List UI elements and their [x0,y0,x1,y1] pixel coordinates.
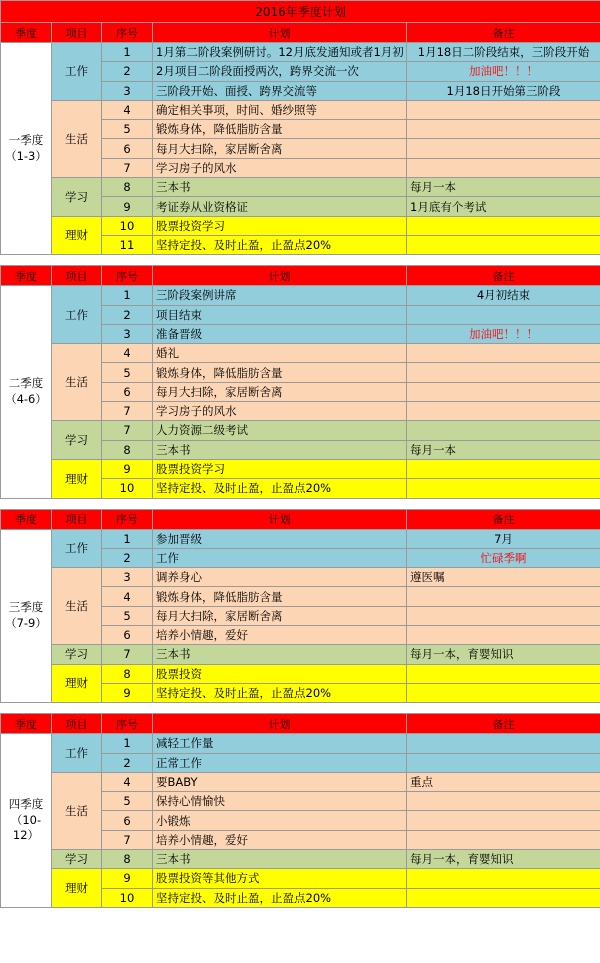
note-cell [407,305,600,324]
note-cell: 4月初结束 [407,286,600,305]
plan-cell: 股票投资学习 [153,459,407,478]
row-number: 7 [102,402,153,421]
quarter-spacer [1,498,600,509]
plan-cell: 婚礼 [153,344,407,363]
note-cell [407,235,600,254]
season-label [1,286,52,498]
row-number: 10 [102,888,153,907]
plan-cell: 坚持定投、及时止盈，止盈点20% [153,235,407,254]
plan-cell: 小锻炼 [153,811,407,830]
season-label-line: （10- [10,812,42,827]
note-cell [407,363,600,382]
table-row [1,568,600,587]
note-cell [407,830,600,849]
table-row [1,734,600,753]
plan-cell: 要BABY [153,772,407,791]
row-number: 5 [102,792,153,811]
plan-cell: 准备晋级 [153,324,407,343]
table-row [1,344,600,363]
note-cell [407,888,600,907]
category-cell: 工作 [52,286,102,344]
season-label-line: 一季度 [8,133,44,148]
row-number: 6 [102,811,153,830]
header-num: 序号 [102,714,153,734]
note-cell: 每月一本，育婴知识 [407,645,600,664]
header-season: 季度 [1,714,52,734]
row-number: 9 [102,197,153,216]
row-number: 7 [102,830,153,849]
header-season: 季度 [1,509,52,529]
row-number: 4 [102,587,153,606]
plan-cell: 正常工作 [153,753,407,772]
plan-cell: 锻炼身体，降低脂肪含量 [153,363,407,382]
plan-cell: 坚持定投、及时止盈，止盈点20% [153,888,407,907]
note-cell: 加油吧！！！ [407,62,600,81]
category-cell: 生活 [52,344,102,421]
category-cell: 学习 [52,849,102,868]
note-cell: 7月 [407,529,600,548]
spacer-cell [1,703,600,714]
row-number: 8 [102,178,153,197]
header-season: 季度 [1,266,52,286]
header-season: 季度 [1,23,52,43]
note-cell: 重点 [407,772,600,791]
season-label [1,43,52,255]
note-cell [407,792,600,811]
season-label-line: 四季度 [8,797,44,812]
row-number: 1 [102,286,153,305]
plan-cell: 锻炼身体，降低脂肪含量 [153,587,407,606]
note-cell: 每月一本 [407,178,600,197]
note-cell: 每月一本，育婴知识 [407,849,600,868]
row-number: 6 [102,382,153,401]
row-number: 4 [102,772,153,791]
note-cell [407,869,600,888]
row-number: 8 [102,664,153,683]
category-cell: 理财 [52,664,102,703]
row-number: 1 [102,43,153,62]
note-cell [407,734,600,753]
category-cell: 工作 [52,43,102,101]
row-number: 4 [102,344,153,363]
table-row [1,772,600,791]
table-row [1,849,600,868]
table-row [1,869,600,888]
header-num: 序号 [102,266,153,286]
table-row [1,459,600,478]
table-row [1,529,600,548]
header-category: 项目 [52,266,102,286]
row-number: 2 [102,548,153,567]
note-cell: 忙碌季啊 [407,548,600,567]
header-row [1,509,600,529]
spacer-cell [1,255,600,266]
note-cell [407,587,600,606]
category-cell: 生活 [52,568,102,645]
table-row [1,286,600,305]
plan-cell: 三阶段案例讲席 [153,286,407,305]
note-cell [407,459,600,478]
quarter-spacer [1,255,600,266]
header-num: 序号 [102,23,153,43]
season-label [1,734,52,908]
row-number: 5 [102,120,153,139]
table-row [1,216,600,235]
season-label-line: （4-6） [5,391,47,406]
table-row [1,100,600,119]
plan-cell: 锻炼身体，降低脂肪含量 [153,120,407,139]
category-cell: 学习 [52,421,102,460]
row-number: 8 [102,440,153,459]
header-note: 备注 [407,714,600,734]
note-cell [407,382,600,401]
row-number: 9 [102,683,153,702]
row-number: 5 [102,606,153,625]
note-cell [407,100,600,119]
plan-cell: 确定相关事项，时间、婚纱照等 [153,100,407,119]
category-cell: 生活 [52,100,102,177]
row-number: 3 [102,568,153,587]
plan-cell: 2月项目二阶段面授两次，跨界交流一次 [153,62,407,81]
plan-cell: 坚持定投、及时止盈，止盈点20% [153,683,407,702]
note-cell: 1月18日二阶段结束，三阶段开始 [407,43,600,62]
plan-cell: 培养小情趣，爱好 [153,626,407,645]
plan-cell: 工作 [153,548,407,567]
row-number: 9 [102,869,153,888]
row-number: 7 [102,421,153,440]
row-number: 5 [102,363,153,382]
header-note: 备注 [407,23,600,43]
header-category: 项目 [52,23,102,43]
row-number: 3 [102,81,153,100]
row-number: 3 [102,324,153,343]
plan-cell: 调养身心 [153,568,407,587]
note-cell [407,479,600,498]
row-number: 9 [102,459,153,478]
row-number: 11 [102,235,153,254]
quarter-spacer [1,703,600,714]
plan-cell: 保持心情愉快 [153,792,407,811]
note-cell [407,139,600,158]
note-cell [407,344,600,363]
plan-cell: 学习房子的风水 [153,402,407,421]
plan-cell: 三本书 [153,645,407,664]
header-note: 备注 [407,509,600,529]
plan-cell: 参加晋级 [153,529,407,548]
note-cell [407,402,600,421]
table-row [1,664,600,683]
plan-cell: 每月大扫除，家居断舍离 [153,382,407,401]
note-cell [407,421,600,440]
plan-cell: 项目结束 [153,305,407,324]
row-number: 6 [102,139,153,158]
plan-cell: 人力资源二级考试 [153,421,407,440]
plan-cell: 三阶段开始、面授、跨界交流等 [153,81,407,100]
note-cell: 1月底有个考试 [407,197,600,216]
season-label-line: 二季度 [8,376,44,391]
category-cell: 生活 [52,772,102,849]
note-cell [407,158,600,177]
row-number: 4 [102,100,153,119]
header-plan: 计划 [153,714,407,734]
row-number: 1 [102,529,153,548]
plan-cell: 股票投资学习 [153,216,407,235]
plan-cell: 减轻工作量 [153,734,407,753]
spacer-cell [1,498,600,509]
plan-cell: 坚持定投、及时止盈，止盈点20% [153,479,407,498]
header-category: 项目 [52,509,102,529]
note-cell [407,811,600,830]
plan-cell: 培养小情趣，爱好 [153,830,407,849]
note-cell [407,664,600,683]
header-category: 项目 [52,714,102,734]
header-row [1,266,600,286]
category-cell: 理财 [52,216,102,255]
season-label-line: （7-9） [5,615,47,630]
category-cell: 工作 [52,529,102,568]
plan-cell: 股票投资 [153,664,407,683]
header-row [1,23,600,43]
category-cell: 理财 [52,869,102,908]
note-cell [407,120,600,139]
table-body [1,1,600,908]
header-plan: 计划 [153,509,407,529]
header-plan: 计划 [153,23,407,43]
note-cell: 每月一本 [407,440,600,459]
note-cell [407,216,600,235]
table-row [1,645,600,664]
plan-cell: 三本书 [153,178,407,197]
note-cell: 遵医嘱 [407,568,600,587]
table-row [1,178,600,197]
row-number: 2 [102,753,153,772]
category-cell: 学习 [52,178,102,217]
plan-cell: 每月大扫除，家居断舍离 [153,606,407,625]
note-cell [407,606,600,625]
season-label-line: 三季度 [8,600,44,615]
plan-cell: 考证券从业资格证 [153,197,407,216]
plan-cell: 每月大扫除，家居断舍离 [153,139,407,158]
table-row [1,421,600,440]
season-label [1,529,52,703]
note-cell [407,683,600,702]
plan-cell: 三本书 [153,849,407,868]
row-number: 6 [102,626,153,645]
row-number: 10 [102,216,153,235]
header-plan: 计划 [153,266,407,286]
plan-cell: 学习房子的风水 [153,158,407,177]
row-number: 2 [102,305,153,324]
plan-cell: 1月第二阶段案例研讨。12月底发通知或者1月初 [153,43,407,62]
page-title: 2016年季度计划 [1,1,600,23]
season-label-line: （1-3） [5,148,47,163]
category-cell: 工作 [52,734,102,773]
row-number: 7 [102,158,153,177]
category-cell: 学习 [52,645,102,664]
category-cell: 理财 [52,459,102,498]
header-row [1,714,600,734]
note-cell: 1月18日开始第三阶段 [407,81,600,100]
row-number: 1 [102,734,153,753]
note-cell: 加油吧！！！ [407,324,600,343]
header-note: 备注 [407,266,600,286]
row-number: 10 [102,479,153,498]
title-row [1,1,600,23]
table-row [1,43,600,62]
note-cell [407,626,600,645]
plan-cell: 股票投资等其他方式 [153,869,407,888]
season-label-line: 12） [12,828,40,843]
row-number: 8 [102,849,153,868]
row-number: 2 [102,62,153,81]
note-cell [407,753,600,772]
header-num: 序号 [102,509,153,529]
plan-cell: 三本书 [153,440,407,459]
row-number: 7 [102,645,153,664]
